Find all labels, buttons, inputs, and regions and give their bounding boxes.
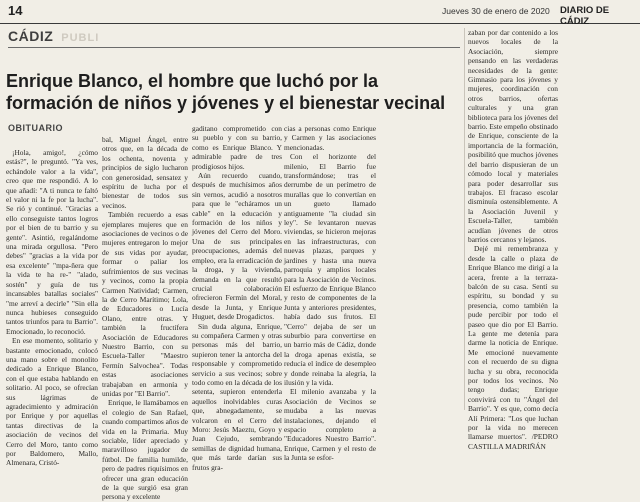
article-column-1	[6, 148, 98, 468]
page-header	[0, 0, 640, 27]
paragraph: Aún recuerdo cuando, después de muchísimos años sin vernos, acudió a nosotros para que le "echáramos un cable" en la educación y formación de los niños y jóvenes del Cerro del Moro. Una de sus principales preocupaciones, además del empleo, era la erradicación de la droga, y la vivienda, demanda en la que resultó crucial colaboración ofrecieron Fermín del Moral, desde la Junta, y Enrique Huguet, desde Drogadictos.	[192, 171, 282, 322]
article-column-5	[468, 28, 558, 451]
paragraph: Con el horizonte del milenio, El Barrio fue transformándose; tras el derrumbe de un perímetro de murallas que lo convertían en un gueto llamado antiguamente "la ciudad sin ley". Se levantaron nuevas viviendas, se hicieron mejoras en las infraestructuras, con nuevas plazas, parques y jardines y hasta una nueva parroquia y amplios locales para la Asociación de Vecinos. El esfuerzo de Enrique Blanco y resto de componentes de la Junta y anteriores presidentes, había dado sus frutos. El "Cerro" dejaba de ser un suburbio para convertirse en un barrio más de Cádiz, donde la droga apenas existía, se reducía el índice de desempleo y donde reinaba la alegría, la ilusión y la vida.	[284, 152, 376, 387]
paragraph: Dejé mi remembranza y desde la calle o plaza de Enrique Blanco me dirigí a la acera, frente a la terraza-balcón de su casa. Sentí su espíritu, su bondad y su presencia, como también la pude percibir por todo el paseo que dio por El Barrio. La gente me detenía para darme la noticia de Enrique. Me emocioné nuevamente con el recuerdo de su digna lucha y su obra, reconocida por todos los vecinos. No tengo dudas; Enrique convivirá con tu "Ángel del Barrio". Y es que, como decía Alí Primera: "Los que luchan por la vida no merecen llamarse muertos". /PEDRO CASTILLA MADRIÑÁN	[468, 244, 558, 451]
section-ghost-text: PUBLI	[61, 32, 100, 44]
section-divider	[8, 47, 460, 48]
article-column-2	[102, 135, 188, 502]
paragraph: cias a personas como Enrique y Carmen y las asociaciones mencionadas.	[284, 124, 376, 152]
paragraph: gaditano comprometido con su pueblo y con su barrio, como es Enrique Blanco. Y admirable padre de tres prodigiosos hijos.	[192, 124, 282, 171]
paragraph: zaban por dar contenido a los nuevos locales de la Asociación, siempre pensando en las verdaderas necesidades de la gente: Gimnasio para los jóvenes y mujeres, coordinación con otros barrios, ofertas culturales y una gran biblioteca para los jóvenes del barrio. Este empeño obstinado de Enrique, consciente de la importancia de la formación, posibilitó que muchos jóvenes del barrio dispusieran de un cómodo local y materiales para poder desarrollar sus trabajos. El fracaso escolar disminuía ostensiblemente. A la Asociación Juvenil y Escuela-Taller, también acudían jóvenes de otros barrios cercanos y lejanos.	[468, 28, 558, 244]
article-headline: Enrique Blanco, el hombre que luchó por la formación de niños y jóvenes y el bienestar vecinal	[6, 71, 446, 113]
column-divider	[464, 28, 465, 410]
paragraph: Enrique, le llamábamos en el colegio de San Rafael, cuando compartimos años de vida en la Primaria. Muy sociable, líder apreciado y maravilloso jugador de fútbol. De familia humilde, pero de padres riquísimos en ofrecer una gran educación de la que surgió esa gran persona y excelente	[102, 398, 188, 502]
paragraph: El milenio avanzaba y la Asociación de Vecinos se mudaba a las nuevas instalaciones, dejando el espacio completo a "Educadores Nuestro Barrio". Enrique, Carmen y el resto de la Junta se esfor-	[284, 387, 376, 463]
paragraph: ¡Hola, amigo!, ¿cómo estás?", le preguntó. "Ya ves, echándole valor a la vida", creo que me respondió. A lo que añadí: "A ti nunca te faltó el valor ni la fe por la lucha". Se rió y continué. "Gracias a ello conseguiste tantos logros por el bien de tu barrio y su gente". Asintió, regalándome una mirada orgullosa. "Pero debes" "gracias a la vida por esa excelente" "mpa-ñera que la vida te ha re-" "alado, sostén" y guía de tus incansables batallas sociales" "me arreví a decirle" "Sin ella nunca hubieses conseguido tantos triunfos para tu Barrio". Emocionado, lo reconoció.	[6, 148, 98, 336]
paragraph: Sin duda alguna, Enrique, su compañera Carmen y otras personas más del barrio, supieron tener la antorcha del responsable y comprometido servicio a sus vecinos; sobre todo como en la década de los setenta, supieron entenderla aquellos inolvidables curas que, abnegadamente, se volcaron en el Cerro del Moro: Jesús Maeztu, Goyo y Juan Cejudo, sembrando semillas de dignidad humana, que más tarde darían sus frutos gra-	[192, 321, 282, 472]
paragraph: bal, Miguel Ángel, entre otros que, en la década de los ochenta, noventa y principios de siglo lucharon con generosidad, sensatez y espíritu de lucha por el bienestar de todos sus vecinos.	[102, 135, 188, 210]
page-number: 14	[8, 3, 23, 18]
issue-date: Jueves 30 de enero de 2020	[442, 6, 550, 16]
article-byline: OBITUARIO	[8, 123, 63, 133]
paragraph: En ese momento, solitario y bastante emocionado, colocó una mano sobre el monolito dedicado a Enrique Blanco, con el que estaba hablando en solitario. Al poco, se ofrecían sus lágrimas de agradecimiento y admiración por Enrique y por aquellas tantas directivas de la asociación de vecinos del Cerro del Moro, tanto como por Baldomero, Mallo, Almenara, Cristó-	[6, 336, 98, 468]
paragraph: También recuerdo a esas ejemplares mujeres que en asociaciones de vecinos o de mujeres entregaron lo mejor de sus vidas por ayudar, formar o paliar los sufrimientos de sus vecinas y vecinos, como la propia Carmen Natividad; Carmen, la de Cerro Marítimo; Lola, de Educadores o Lucía Olano, entre otras. Y también la fructífera Asociación de Educadores Nuestro Barrio, con su Escuela-Taller "Maestro Fermín Salvochea". Todas estas asociaciones trabajaban en armonía y unidas por "El Barrio".	[102, 210, 188, 398]
section-label: CÁDIZ	[8, 28, 54, 44]
article-column-4	[284, 124, 376, 463]
article-column-3	[192, 124, 282, 472]
publication-name: DIARIO DE CÁDIZ	[560, 5, 610, 27]
section-heading	[8, 28, 99, 46]
